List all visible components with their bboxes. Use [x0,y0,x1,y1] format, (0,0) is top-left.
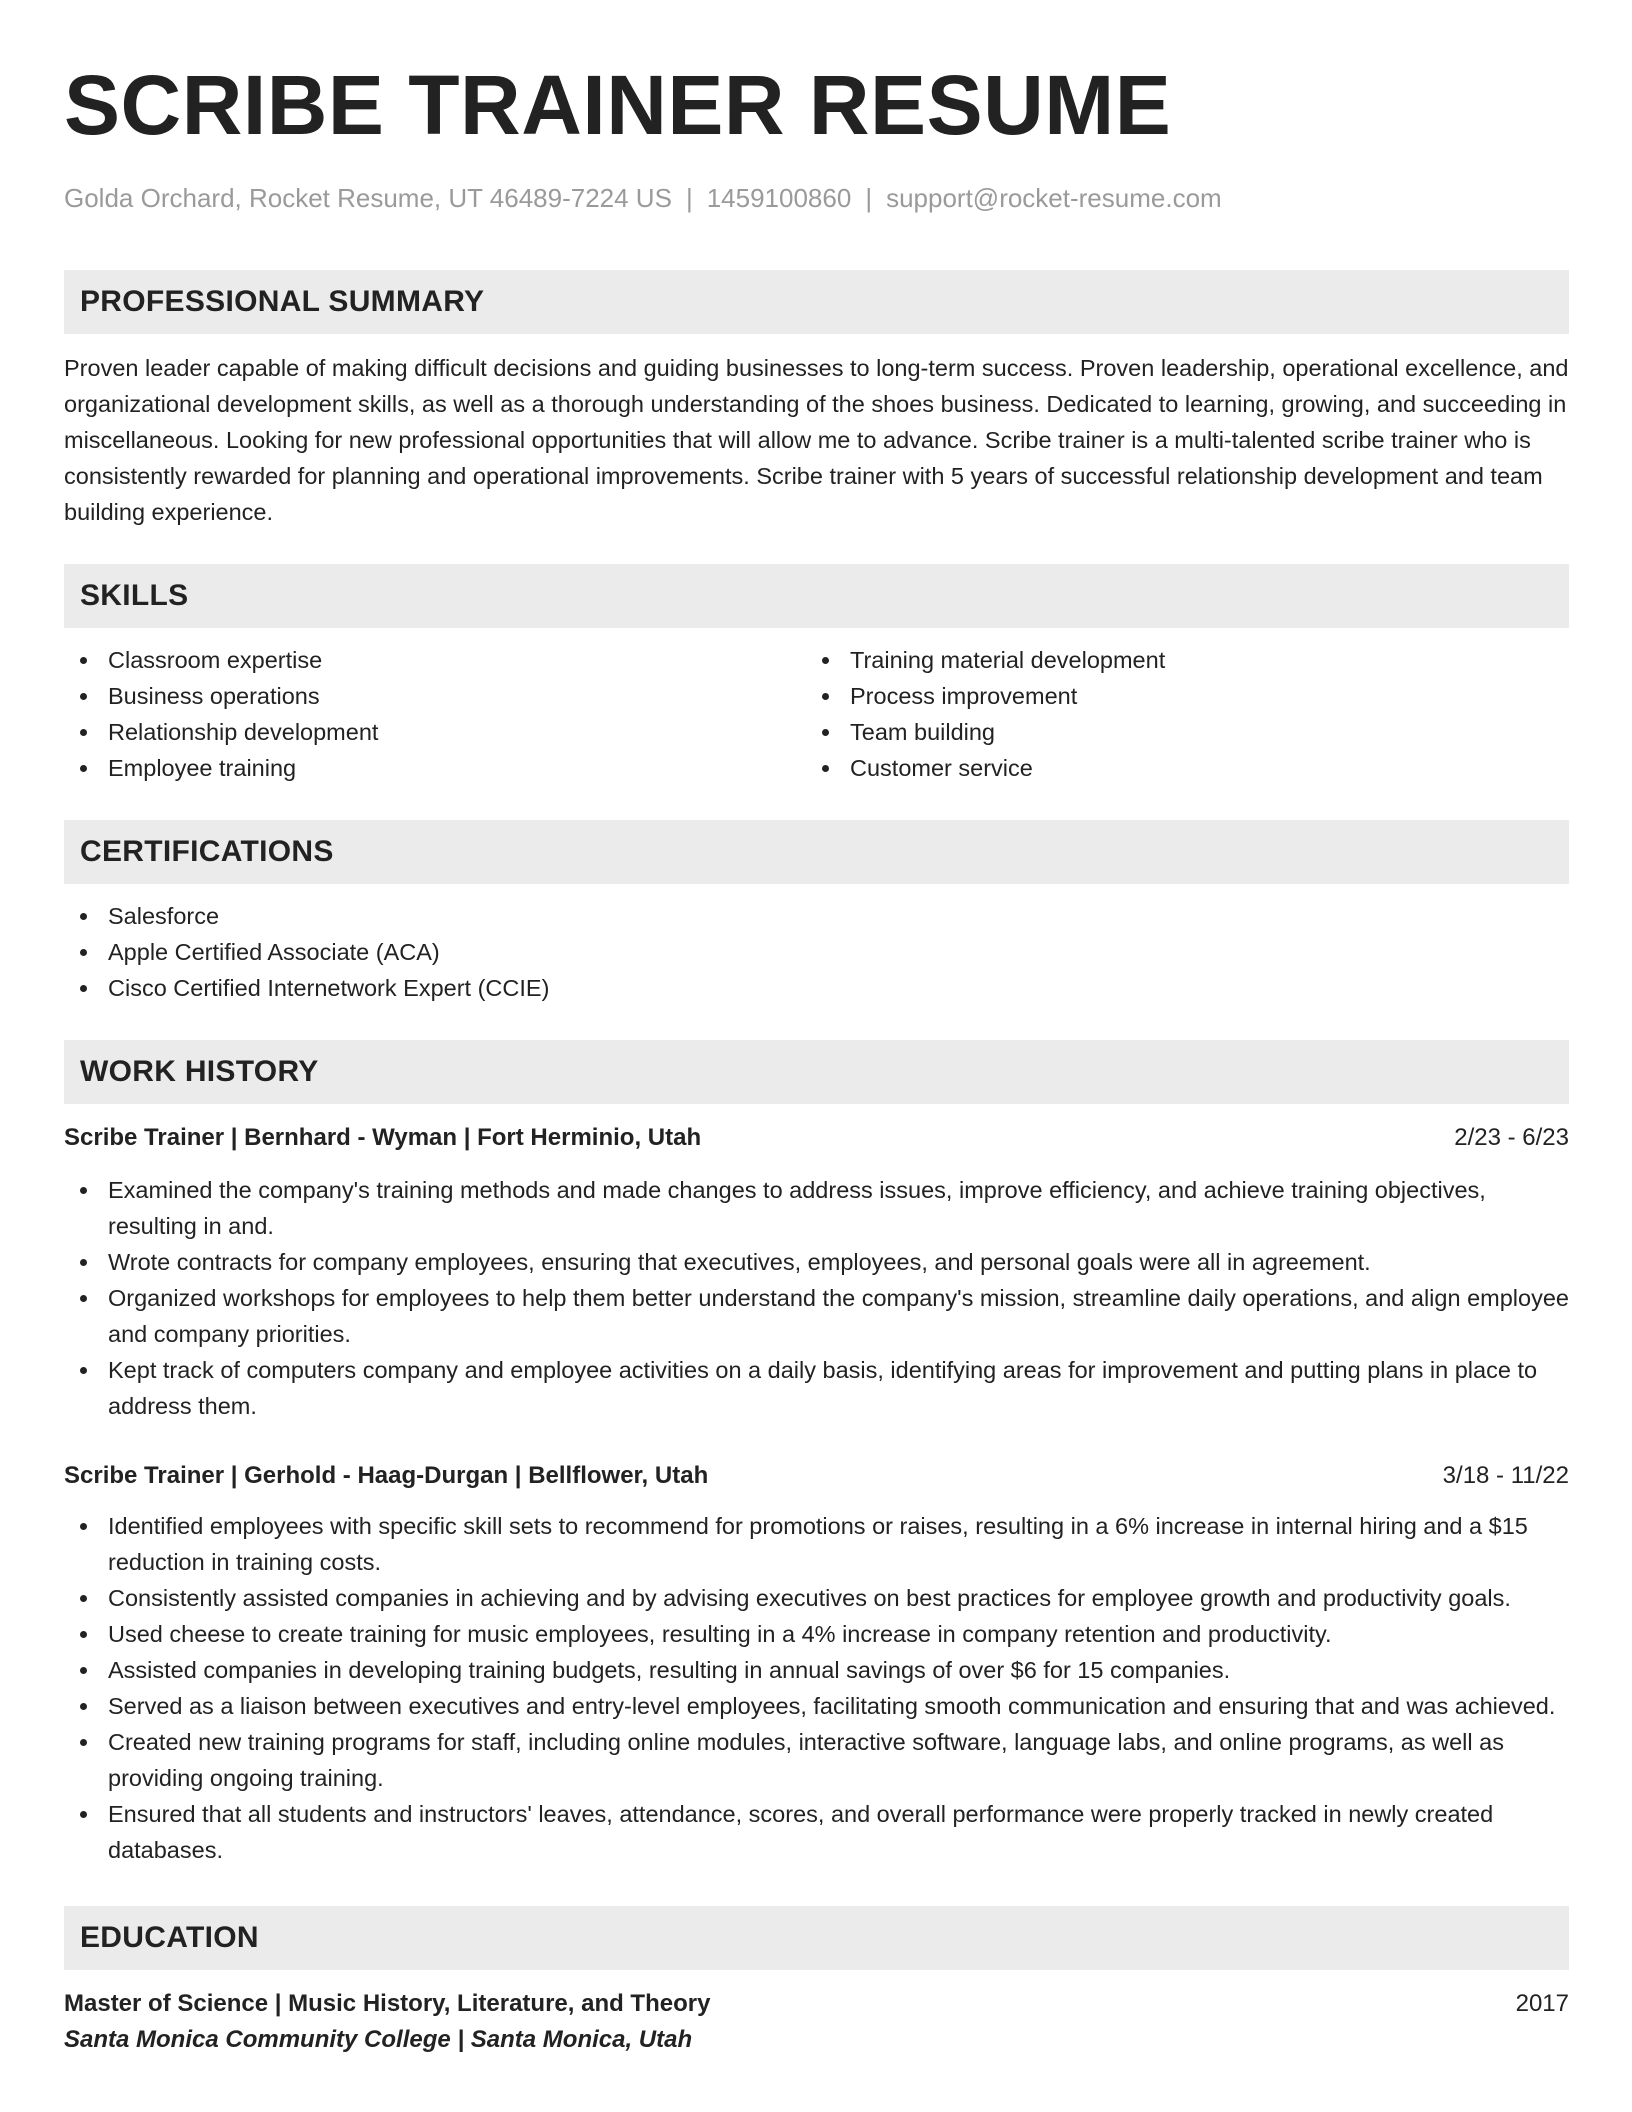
job-bullet: Examined the company's training methods and made changes to address issues, improve efficiency, and achieve training objectives, resulting in and. [64,1172,1569,1244]
job-dates: 3/18 - 11/22 [1442,1462,1569,1489]
education-year: 2017 [1515,1990,1569,2017]
skills-heading: SKILLS [80,579,189,612]
certification-item: Cisco Certified Internetwork Expert (CCIE) [64,970,1569,1006]
certifications-list [64,898,1569,1006]
job-bullet: Ensured that all students and instructors' leaves, attendance, scores, and overall performance were properly tracked in newly created databases. [64,1796,1569,1868]
job-bullet: Kept track of computers company and employee activities on a daily basis, identifying areas for improvement and putting plans in place to address them. [64,1352,1569,1424]
job-entry [64,1120,1569,1424]
education-entry [64,1986,1569,2058]
job-bullet-list [64,1508,1569,1868]
summary-text: Proven leader capable of making difficult decisions and guiding businesses to long-term success. Proven leadership, operational excellence, and organizational development skills, as well as a thorough understanding of the shoes business. Dedicated to learning, growing, and succeeding in miscellaneous. Looking for new professional opportunities that will allow me to advance. Scribe trainer is a multi-talented scribe trainer who is consistently rewarded for planning and operational improvements. Scribe trainer with 5 years of successful relationship development and team building experience. [64,355,1569,525]
certification-item: Salesforce [64,898,1569,934]
summary-section-header [64,270,1569,334]
contact-email[interactable]: support@rocket-resume.com [886,183,1222,213]
skill-item: Process improvement [806,678,1548,714]
resume-title: SCRIBE TRAINER RESUME [64,58,1172,152]
contact-phone: 1459100860 [706,183,852,213]
contact-separator: | [685,183,693,213]
resume-page [64,0,1569,2058]
education-degree: Master of Science | Music History, Literature, and Theory [64,1990,711,2017]
job-title: Scribe Trainer | Bernhard - Wyman | Fort Herminio, Utah [64,1124,702,1151]
skill-item: Customer service [806,750,1548,786]
skill-item: Business operations [64,678,806,714]
job-bullet: Consistently assisted companies in achieving and by advising executives on best practices for employee growth and productivity goals. [64,1580,1569,1616]
job-bullet: Created new training programs for staff, including online modules, interactive software, language labs, and online programs, as well as providing ongoing training. [64,1724,1569,1796]
job-bullet: Assisted companies in developing training budgets, resulting in annual savings of over $6 for 15 companies. [64,1652,1569,1688]
skill-item: Team building [806,714,1548,750]
education-heading: EDUCATION [80,1921,259,1954]
education-school: Santa Monica Community College | Santa Monica, Utah [64,2026,693,2053]
education-section-header [64,1906,1569,1970]
job-header [64,1458,1569,1494]
education-header [64,1986,1569,2022]
skill-item: Relationship development [64,714,806,750]
skills-section-header [64,564,1569,628]
certifications-heading: CERTIFICATIONS [80,835,334,868]
certification-item: Apple Certified Associate (ACA) [64,934,1569,970]
job-title: Scribe Trainer | Gerhold - Haag-Durgan | Bellflower, Utah [64,1462,709,1489]
job-entry [64,1458,1569,1868]
certifications-section-header [64,820,1569,884]
job-bullet: Identified employees with specific skill sets to recommend for promotions or raises, resulting in a 6% increase in internal hiring and a $15 reduction in training costs. [64,1508,1569,1580]
work-heading: WORK HISTORY [80,1055,319,1088]
skills-list [64,642,1569,786]
skill-item: Training material development [806,642,1548,678]
job-bullet: Organized workshops for employees to help them better understand the company's mission, streamline daily operations, and align employee and company priorities. [64,1280,1569,1352]
contact-line [64,182,1569,214]
contact-address: Golda Orchard, Rocket Resume, UT 46489-7224 US [64,183,672,213]
job-header [64,1120,1569,1156]
job-bullet: Used cheese to create training for music employees, resulting in a 4% increase in company retention and productivity. [64,1616,1569,1652]
skill-item: Classroom expertise [64,642,806,678]
skills-column-right [806,642,1548,786]
job-bullet: Served as a liaison between executives and entry-level employees, facilitating smooth communication and ensuring that and was achieved. [64,1688,1569,1724]
job-dates: 2/23 - 6/23 [1454,1124,1569,1151]
summary-heading: PROFESSIONAL SUMMARY [80,285,485,318]
job-bullet: Wrote contracts for company employees, ensuring that executives, employees, and personal goals were all in agreement. [64,1244,1569,1280]
work-section-header [64,1040,1569,1104]
skills-column-left [64,642,806,786]
contact-separator: | [865,183,873,213]
job-bullet-list [64,1172,1569,1424]
skill-item: Employee training [64,750,806,786]
